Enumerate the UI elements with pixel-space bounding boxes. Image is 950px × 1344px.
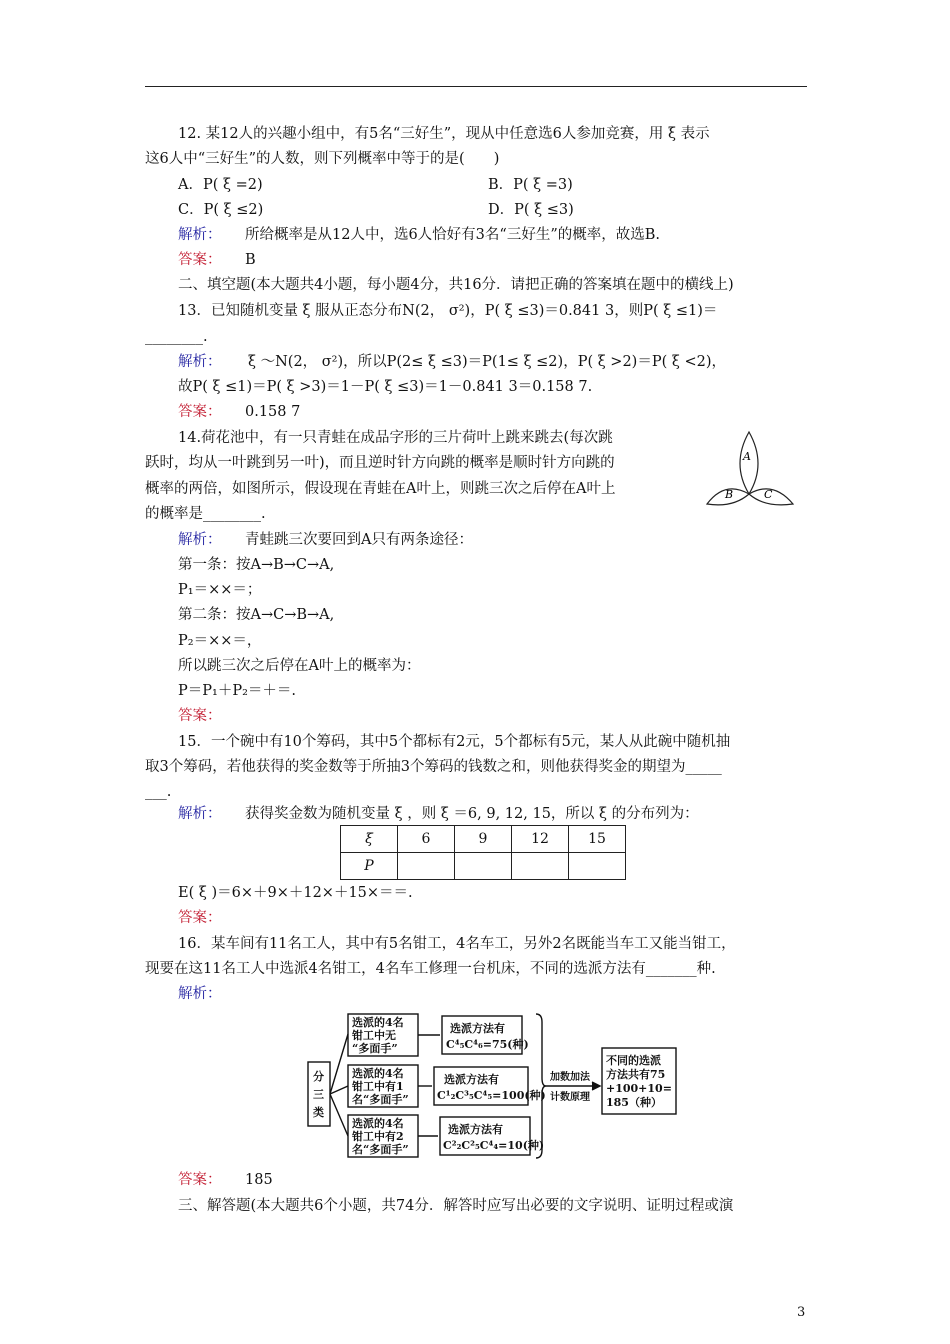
- page-number: 3: [797, 1305, 806, 1320]
- leaf-label-a: A: [743, 450, 751, 463]
- q15-expectation: E( ξ )＝6×＋9×＋12×＋15×＝＝.: [178, 885, 413, 901]
- q16-answer-text: 185: [245, 1172, 273, 1188]
- table-cell: [569, 853, 626, 880]
- q15-answer-label: 答案：: [178, 910, 222, 926]
- q15-line2: 取3个筹码，若他获得的奖金数等于所抽3个筹码的钱数之和，则他获得奖金的期望为_____: [145, 759, 722, 775]
- q12-answer-label: 答案：: [178, 252, 222, 268]
- distribution-table: [340, 825, 626, 880]
- case1-line3: “多面手”: [352, 1042, 398, 1055]
- case3-line2: 钳工中有2: [352, 1130, 404, 1143]
- q15-jiexi-text: 获得奖金数为随机变量 ξ ，则 ξ ＝6, 9, 12, 15，所以 ξ 的分布列为：: [245, 806, 699, 822]
- table-cell: 9: [455, 826, 512, 853]
- split-label-2: 三: [313, 1088, 324, 1101]
- table-cell: 15: [569, 826, 626, 853]
- principle-line1: 加数加法: [550, 1072, 590, 1083]
- q16-line1: 16．某车间有11名工人，其中有5名钳工，4名车工，另外2名既能当车工又能当钳工，: [178, 936, 736, 952]
- brace-shape: [536, 1014, 546, 1158]
- table-cell: P: [341, 853, 398, 880]
- method2-line2: C¹₂C³₅C⁴₅=100(种): [437, 1089, 546, 1102]
- section3-heading: 三、解答题(本大题共6个小题，共74分．解答时应写出必要的文字说明、证明过程或演: [178, 1198, 734, 1214]
- q16-answer-label: 答案：: [178, 1172, 222, 1188]
- result-line2: 方法共有75: [606, 1068, 666, 1081]
- case2-line2: 钳工中有1: [352, 1080, 404, 1093]
- method2-line1: 选派方法有: [444, 1073, 499, 1086]
- q12-option-b: B．P( ξ =3): [488, 177, 573, 193]
- q15-line1: 15．一个碗中有10个筹码，其中5个都标有2元，5个都标有5元，某人从此碗中随机抽: [178, 734, 731, 750]
- q13-jiexi-label: 解析：: [178, 354, 222, 370]
- q16-jiexi-label: 解析：: [178, 986, 222, 1002]
- case1-line2: 钳工中无: [352, 1029, 396, 1042]
- q14-line3: 概率的两倍，如图所示，假设现在青蛙在A叶上，则跳三次之后停在A叶上: [145, 481, 616, 497]
- leaf-label-c: C: [764, 488, 773, 501]
- case3-line1: 选派的4名: [352, 1117, 404, 1130]
- q14-line1: 14.荷花池中，有一只青蛙在成品字形的三片荷叶上跳来跳去(每次跳: [178, 430, 613, 446]
- q14-p2: P₂＝××＝，: [178, 633, 262, 649]
- q12-jiexi-label: 解析：: [178, 227, 222, 243]
- leaf-a-shape: [740, 432, 758, 494]
- table-row: [341, 853, 626, 880]
- q15-line3: ___.: [145, 784, 172, 800]
- leaf-label-b: B: [725, 488, 734, 501]
- q14-line2: 跃时，均从一叶跳到另一叶)，而且逆时针方向跳的概率是顺时针方向跳的: [145, 455, 615, 471]
- case2-line1: 选派的4名: [352, 1067, 404, 1080]
- split-label-3: 类: [313, 1106, 324, 1119]
- q14-p1: P₁＝××＝；: [178, 582, 262, 598]
- section2-heading: 二、填空题(本大题共4小题，每小题4分，共16分．请把正确的答案填在题中的横线上): [178, 277, 734, 293]
- table-row: [341, 826, 626, 853]
- q12-line1: 12. 某12人的兴趣小组中，有5名“三好生”，现从中任意选6人参加竞赛，用 ξ 表示: [178, 126, 710, 142]
- q14-way1: 第一条：按A→B→C→A,: [178, 557, 335, 573]
- q14-total: P＝P₁＋P₂＝＋＝.: [178, 683, 297, 699]
- result-line4: 185（种）: [606, 1096, 662, 1109]
- table-cell: ξ: [341, 826, 398, 853]
- q12-option-d: D．P( ξ ≤3): [488, 202, 574, 218]
- q13-answer-text: 0.158 7: [245, 404, 301, 420]
- method3-line2: C²₂C²₅C⁴₄=10(种): [443, 1139, 545, 1152]
- q12-answer-text: B: [245, 252, 256, 268]
- result-line3: +100+10=: [606, 1082, 672, 1095]
- method3-line1: 选派方法有: [448, 1123, 503, 1136]
- table-cell: 12: [512, 826, 569, 853]
- lotus-leaves-figure: [703, 428, 803, 512]
- q14-conclusion: 所以跳三次之后停在A叶上的概率为：: [178, 658, 421, 674]
- q12-line2: 这6人中“三好生”的人数，则下列概率中等于的是( ): [145, 151, 500, 167]
- q15-jiexi-label: 解析：: [178, 806, 222, 822]
- q14-way2: 第二条：按A→C→B→A,: [178, 607, 335, 623]
- q14-jiexi-label: 解析：: [178, 532, 222, 548]
- case3-line3: 名“多面手”: [352, 1143, 409, 1156]
- table-cell: [512, 853, 569, 880]
- principle-line2: 计数原理: [550, 1092, 590, 1103]
- method1-line1: 选派方法有: [450, 1022, 505, 1035]
- method1-line2: C⁴₅C⁴₆=75(种): [446, 1038, 529, 1051]
- q13-line2: ________.: [145, 329, 208, 345]
- case1-line1: 选派的4名: [352, 1016, 404, 1029]
- q14-line4: 的概率是________.: [145, 506, 266, 522]
- q13-jiexi-text1: ξ ～N(2， σ²)，所以P(2≤ ξ ≤3)＝P(1≤ ξ ≤2)，P( ξ >2)＝P( ξ <2)，: [248, 354, 726, 370]
- q12-jiexi-text: 所给概率是从12人中，选6人恰好有3名“三好生”的概率，故选B.: [245, 227, 660, 243]
- selection-flow-diagram: [300, 1008, 690, 1168]
- table-cell: [455, 853, 512, 880]
- result-line1: 不同的选派: [606, 1054, 661, 1067]
- q14-jiexi-text: 青蛙跳三次要回到A只有两条途径：: [245, 532, 473, 548]
- q13-line1: 13．已知随机变量 ξ 服从正态分布N(2， σ²)，P( ξ ≤3)＝0.841 3，则P( ξ ≤1)＝: [178, 303, 718, 319]
- q13-jiexi-text2: 故P( ξ ≤1)＝P( ξ >3)＝1－P( ξ ≤3)＝1－0.841 3＝0.158 7.: [178, 379, 593, 395]
- q13-answer-label: 答案：: [178, 404, 222, 420]
- q12-option-c: C．P( ξ ≤2): [178, 202, 264, 218]
- q12-option-a: A．P( ξ =2): [178, 177, 263, 193]
- table-cell: 6: [398, 826, 455, 853]
- q14-answer-label: 答案：: [178, 708, 222, 724]
- q16-line2: 现要在这11名工人中选派4名钳工，4名车工修理一台机床，不同的选派方法有_______种.: [145, 961, 716, 977]
- split-label-1: 分: [313, 1070, 324, 1083]
- header-rule: [145, 86, 807, 87]
- table-cell: [398, 853, 455, 880]
- case2-line3: 名“多面手”: [352, 1093, 409, 1106]
